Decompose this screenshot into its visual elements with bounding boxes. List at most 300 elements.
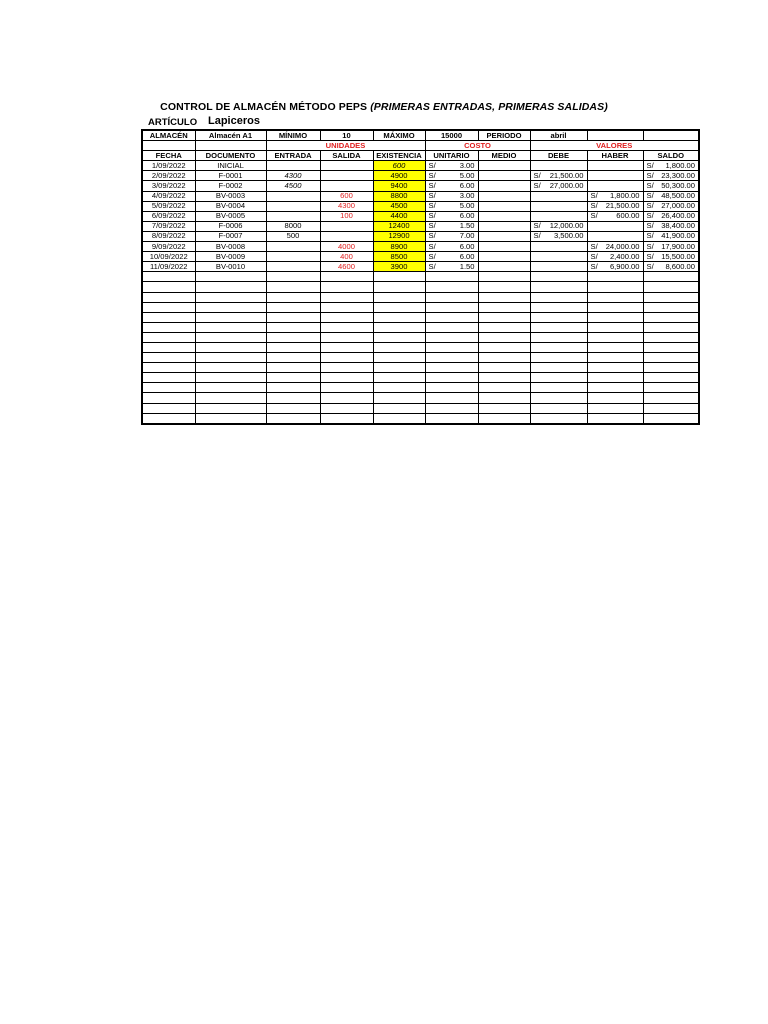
empty-cell	[320, 342, 373, 352]
empty-cell	[478, 302, 530, 312]
col-salida: SALIDA	[320, 151, 373, 161]
empty-cell	[587, 312, 643, 322]
currency-symbol: S/	[428, 211, 436, 221]
empty-row	[142, 332, 699, 342]
empty-row	[142, 342, 699, 352]
empty-cell	[425, 322, 478, 332]
col-saldo: SALDO	[643, 151, 699, 161]
cell-unitario-amount: 6.00	[459, 251, 475, 261]
cell-documento: BV-0004	[195, 201, 266, 211]
periodo-label: PERIODO	[478, 130, 530, 141]
cell-haber-amount: 600.00	[616, 211, 640, 221]
empty-cell	[587, 332, 643, 342]
empty-cell	[320, 373, 373, 383]
empty-cell	[478, 272, 530, 282]
cell-existencia: 12900	[373, 231, 425, 241]
cell-saldo	[643, 252, 699, 262]
empty-cell	[478, 282, 530, 292]
cell-saldo	[643, 231, 699, 241]
empty-cell	[320, 403, 373, 413]
cell-unitario	[425, 231, 478, 241]
empty-cell	[587, 342, 643, 352]
empty-cell	[266, 383, 320, 393]
cell-saldo-amount: 23,300.00	[661, 170, 695, 180]
empty-cell	[373, 282, 425, 292]
inventory-table	[141, 129, 700, 425]
empty-cell	[373, 403, 425, 413]
empty-cell	[425, 332, 478, 342]
empty-cell	[266, 413, 320, 424]
empty-cell	[373, 363, 425, 373]
cell-salida	[320, 231, 373, 241]
empty-cell	[195, 413, 266, 424]
almacen-label: ALMACÉN	[142, 130, 195, 141]
currency-symbol: S/	[646, 221, 654, 231]
empty-cell	[266, 353, 320, 363]
cell-documento: BV-0003	[195, 191, 266, 201]
empty-cell	[373, 332, 425, 342]
cell-debe	[530, 161, 587, 171]
empty-cell	[195, 322, 266, 332]
cell-fecha: 1/09/2022	[142, 161, 195, 171]
cell-haber	[587, 231, 643, 241]
articulo-label: ARTÍCULO	[148, 117, 198, 128]
currency-symbol: S/	[533, 170, 541, 180]
cell-saldo-amount: 48,500.00	[661, 191, 695, 201]
cell-medio	[478, 252, 530, 262]
empty-cell	[478, 373, 530, 383]
empty-cell	[587, 353, 643, 363]
empty-cell	[142, 302, 195, 312]
empty-cell	[142, 413, 195, 424]
currency-symbol: S/	[428, 160, 436, 170]
cell-entrada: 4500	[266, 181, 320, 191]
empty-cell	[643, 413, 699, 424]
cell-medio	[478, 242, 530, 252]
empty-cell	[195, 312, 266, 322]
cell-haber-amount: 6,900.00	[609, 261, 640, 271]
cell-entrada	[266, 191, 320, 201]
col-existencia: EXISTENCIA	[373, 151, 425, 161]
empty-cell	[142, 272, 195, 282]
empty-cell	[643, 302, 699, 312]
cell-haber-amount: 24,000.00	[605, 241, 640, 251]
empty-cell	[478, 383, 530, 393]
empty-cell	[195, 373, 266, 383]
empty-cell	[425, 373, 478, 383]
cell-saldo	[643, 221, 699, 231]
cell-unitario-amount: 3.00	[459, 191, 475, 201]
group-empty	[195, 141, 266, 151]
empty-cell	[643, 393, 699, 403]
currency-symbol: S/	[590, 261, 598, 271]
minimo-value: 10	[320, 130, 373, 141]
cell-saldo-amount: 50,300.00	[661, 181, 695, 191]
cell-debe-amount: 27,000.00	[549, 181, 584, 191]
cell-documento: BV-0008	[195, 242, 266, 252]
cell-unitario-amount: 1.50	[459, 221, 475, 231]
empty-row	[142, 413, 699, 424]
table-row	[142, 181, 699, 191]
empty-cell	[373, 292, 425, 302]
cell-salida: 100	[320, 211, 373, 221]
empty-cell	[195, 353, 266, 363]
almacen-value: Almacén A1	[195, 130, 266, 141]
currency-symbol: S/	[646, 211, 654, 221]
empty-cell	[266, 403, 320, 413]
empty-cell	[195, 393, 266, 403]
cell-haber	[587, 161, 643, 171]
cell-medio	[478, 191, 530, 201]
cell-fecha: 4/09/2022	[142, 191, 195, 201]
cell-unitario	[425, 242, 478, 252]
cell-medio	[478, 171, 530, 181]
column-header-row	[142, 151, 699, 161]
currency-symbol: S/	[428, 181, 436, 191]
empty-cell	[530, 393, 587, 403]
cell-haber	[587, 191, 643, 201]
cell-documento: F-0002	[195, 181, 266, 191]
empty-cell	[478, 312, 530, 322]
empty-cell	[587, 282, 643, 292]
empty-cell	[266, 302, 320, 312]
cell-unitario	[425, 252, 478, 262]
group-unidades: UNIDADES	[266, 141, 425, 151]
empty-row	[142, 272, 699, 282]
empty-cell	[425, 342, 478, 352]
cell-saldo	[643, 191, 699, 201]
currency-symbol: S/	[646, 191, 654, 201]
cell-haber-amount: 2,400.00	[609, 251, 640, 261]
empty-cell	[195, 332, 266, 342]
empty-cell	[425, 393, 478, 403]
cell-unitario-amount: 5.00	[459, 201, 475, 211]
empty-cell	[195, 292, 266, 302]
empty-cell	[142, 373, 195, 383]
empty-cell	[266, 322, 320, 332]
empty-cell	[530, 322, 587, 332]
currency-symbol: S/	[533, 181, 541, 191]
currency-symbol: S/	[590, 241, 598, 251]
table-row	[142, 201, 699, 211]
group-costo: COSTO	[425, 141, 530, 151]
cell-documento: F-0007	[195, 231, 266, 241]
cell-unitario	[425, 211, 478, 221]
empty-cell	[142, 353, 195, 363]
empty-cell	[373, 312, 425, 322]
empty-cell	[478, 413, 530, 424]
empty-cell	[587, 292, 643, 302]
cell-existencia: 4500	[373, 201, 425, 211]
empty-cell	[478, 292, 530, 302]
cell-existencia: 8800	[373, 191, 425, 201]
cell-haber	[587, 201, 643, 211]
cell-salida: 4300	[320, 201, 373, 211]
cell-haber-amount: 21,500.00	[605, 201, 640, 211]
table-row	[142, 231, 699, 241]
cell-debe	[530, 181, 587, 191]
cell-saldo	[643, 171, 699, 181]
cell-medio	[478, 201, 530, 211]
col-debe: DEBE	[530, 151, 587, 161]
cell-salida	[320, 221, 373, 231]
cell-haber-amount: 1,800.00	[609, 191, 640, 201]
currency-symbol: S/	[646, 181, 654, 191]
minimo-label: MÍNIMO	[266, 130, 320, 141]
empty-row	[142, 353, 699, 363]
empty-cell	[530, 363, 587, 373]
cell-debe-amount: 12,000.00	[549, 221, 584, 231]
group-empty	[142, 141, 195, 151]
cell-unitario	[425, 191, 478, 201]
cell-existencia: 9400	[373, 181, 425, 191]
empty-cell	[195, 383, 266, 393]
cell-debe-amount: 21,500.00	[549, 170, 584, 180]
cell-saldo-amount: 1,800.00	[665, 160, 695, 170]
empty-cell	[142, 363, 195, 373]
empty-cell	[643, 383, 699, 393]
currency-symbol: S/	[428, 261, 436, 271]
empty-cell	[643, 373, 699, 383]
cell-medio	[478, 221, 530, 231]
cell-saldo-amount: 41,900.00	[661, 231, 695, 241]
cell-salida	[320, 161, 373, 171]
cell-haber	[587, 242, 643, 252]
empty-cell	[425, 292, 478, 302]
empty-cell	[587, 413, 643, 424]
col-fecha: FECHA	[142, 151, 195, 161]
empty-cell	[587, 403, 643, 413]
cell-debe	[530, 262, 587, 272]
cell-haber	[587, 252, 643, 262]
empty-cell	[373, 272, 425, 282]
empty-cell	[320, 383, 373, 393]
currency-symbol: S/	[590, 251, 598, 261]
empty-cell	[266, 363, 320, 373]
cell-fecha: 2/09/2022	[142, 171, 195, 181]
empty-cell	[425, 353, 478, 363]
empty-cell	[643, 282, 699, 292]
empty-cell	[320, 393, 373, 403]
currency-symbol: S/	[428, 170, 436, 180]
empty-cell	[373, 342, 425, 352]
cell-entrada	[266, 262, 320, 272]
title-sub: (PRIMERAS ENTRADAS, PRIMERAS SALIDAS)	[370, 101, 608, 113]
cell-debe	[530, 221, 587, 231]
cell-medio	[478, 181, 530, 191]
empty-cell	[530, 373, 587, 383]
empty-row	[142, 292, 699, 302]
currency-symbol: S/	[428, 241, 436, 251]
cell-entrada	[266, 201, 320, 211]
empty-cell	[266, 332, 320, 342]
cell-documento: BV-0005	[195, 211, 266, 221]
empty-cell	[320, 292, 373, 302]
cell-medio	[478, 262, 530, 272]
currency-symbol: S/	[646, 160, 654, 170]
empty-cell	[530, 413, 587, 424]
cell-existencia: 4400	[373, 211, 425, 221]
empty-cell	[587, 363, 643, 373]
group-row	[142, 141, 699, 151]
empty-cell	[320, 322, 373, 332]
cell-entrada	[266, 242, 320, 252]
empty-row	[142, 322, 699, 332]
empty-cell	[266, 292, 320, 302]
empty-cell	[587, 272, 643, 282]
empty-cell	[373, 383, 425, 393]
empty-cell	[587, 393, 643, 403]
empty-cell	[320, 312, 373, 322]
cell-debe	[530, 231, 587, 241]
empty-cell	[142, 393, 195, 403]
empty-cell	[478, 332, 530, 342]
empty-cell	[530, 403, 587, 413]
currency-symbol: S/	[428, 201, 436, 211]
cell-documento: F-0006	[195, 221, 266, 231]
empty-cell	[643, 342, 699, 352]
empty-cell	[643, 272, 699, 282]
empty-cell	[643, 403, 699, 413]
cell-salida	[320, 181, 373, 191]
cell-entrada	[266, 161, 320, 171]
cell-fecha: 10/09/2022	[142, 252, 195, 262]
col-entrada: ENTRADA	[266, 151, 320, 161]
empty-cell	[643, 322, 699, 332]
empty-cell	[320, 302, 373, 312]
empty-row	[142, 383, 699, 393]
cell-salida	[320, 171, 373, 181]
cell-fecha: 5/09/2022	[142, 201, 195, 211]
empty-row	[142, 312, 699, 322]
currency-symbol: S/	[533, 231, 541, 241]
empty-cell	[478, 353, 530, 363]
empty-cell	[587, 302, 643, 312]
cell-existencia: 4900	[373, 171, 425, 181]
cell-debe	[530, 242, 587, 252]
table-row	[142, 252, 699, 262]
cell-unitario	[425, 221, 478, 231]
empty-cell	[587, 322, 643, 332]
empty-cell	[643, 332, 699, 342]
col-documento: DOCUMENTO	[195, 151, 266, 161]
empty-row	[142, 393, 699, 403]
table-row	[142, 171, 699, 181]
empty-cell	[530, 342, 587, 352]
table-row	[142, 221, 699, 231]
cell-entrada: 4300	[266, 171, 320, 181]
table-row	[142, 242, 699, 252]
cell-saldo	[643, 211, 699, 221]
cell-debe	[530, 211, 587, 221]
empty-cell	[373, 393, 425, 403]
empty-cell	[142, 342, 195, 352]
cell-fecha: 8/09/2022	[142, 231, 195, 241]
empty-cell	[320, 413, 373, 424]
maximo-value: 15000	[425, 130, 478, 141]
cell-fecha: 6/09/2022	[142, 211, 195, 221]
cell-existencia: 8900	[373, 242, 425, 252]
table-row	[142, 191, 699, 201]
empty-cell	[587, 383, 643, 393]
empty-cell	[587, 373, 643, 383]
cell-entrada	[266, 211, 320, 221]
currency-symbol: S/	[428, 231, 436, 241]
maximo-label: MÁXIMO	[373, 130, 425, 141]
cell-saldo	[643, 201, 699, 211]
empty-cell	[643, 312, 699, 322]
empty-row	[142, 373, 699, 383]
cell-haber	[587, 262, 643, 272]
currency-symbol: S/	[646, 231, 654, 241]
sheet-title	[0, 101, 768, 113]
empty-cell	[478, 393, 530, 403]
cell-entrada	[266, 252, 320, 262]
cell-fecha: 9/09/2022	[142, 242, 195, 252]
cell-salida: 4600	[320, 262, 373, 272]
empty-row	[142, 403, 699, 413]
currency-symbol: S/	[646, 251, 654, 261]
empty-cell	[266, 282, 320, 292]
title-main: CONTROL DE ALMACÉN MÉTODO PEPS	[160, 101, 368, 113]
empty-cell	[142, 332, 195, 342]
empty-cell	[195, 403, 266, 413]
cell-salida: 400	[320, 252, 373, 262]
empty-cell	[478, 342, 530, 352]
empty-cell	[643, 292, 699, 302]
cell-medio	[478, 211, 530, 221]
cell-haber	[587, 221, 643, 231]
currency-symbol: S/	[646, 201, 654, 211]
empty-cell	[530, 272, 587, 282]
cell-saldo-amount: 38,400.00	[661, 221, 695, 231]
empty-cell	[373, 413, 425, 424]
empty-cell	[425, 312, 478, 322]
currency-symbol: S/	[533, 221, 541, 231]
cell-entrada: 500	[266, 231, 320, 241]
currency-symbol: S/	[428, 221, 436, 231]
currency-symbol: S/	[646, 241, 654, 251]
cell-unitario	[425, 201, 478, 211]
cell-documento: F-0001	[195, 171, 266, 181]
cell-saldo-amount: 17,900.00	[661, 241, 695, 251]
cell-unitario-amount: 5.00	[459, 170, 475, 180]
cell-documento: BV-0009	[195, 252, 266, 262]
currency-symbol: S/	[646, 170, 654, 180]
cell-unitario	[425, 171, 478, 181]
cell-fecha: 3/09/2022	[142, 181, 195, 191]
cell-medio	[478, 231, 530, 241]
empty-cell	[530, 292, 587, 302]
cell-debe	[530, 171, 587, 181]
empty-cell	[425, 383, 478, 393]
cell-saldo	[643, 242, 699, 252]
empty-cell	[266, 393, 320, 403]
empty-cell	[142, 403, 195, 413]
cell-haber	[587, 211, 643, 221]
cell-entrada: 8000	[266, 221, 320, 231]
empty-cell	[266, 272, 320, 282]
empty-cell	[195, 302, 266, 312]
table-row	[142, 211, 699, 221]
periodo-value: abril	[530, 130, 587, 141]
empty-row	[142, 302, 699, 312]
empty-cell	[266, 373, 320, 383]
group-valores: VALORES	[530, 141, 699, 151]
empty-cell	[530, 312, 587, 322]
currency-symbol: S/	[646, 261, 654, 271]
cell-saldo-amount: 15,500.00	[661, 251, 695, 261]
